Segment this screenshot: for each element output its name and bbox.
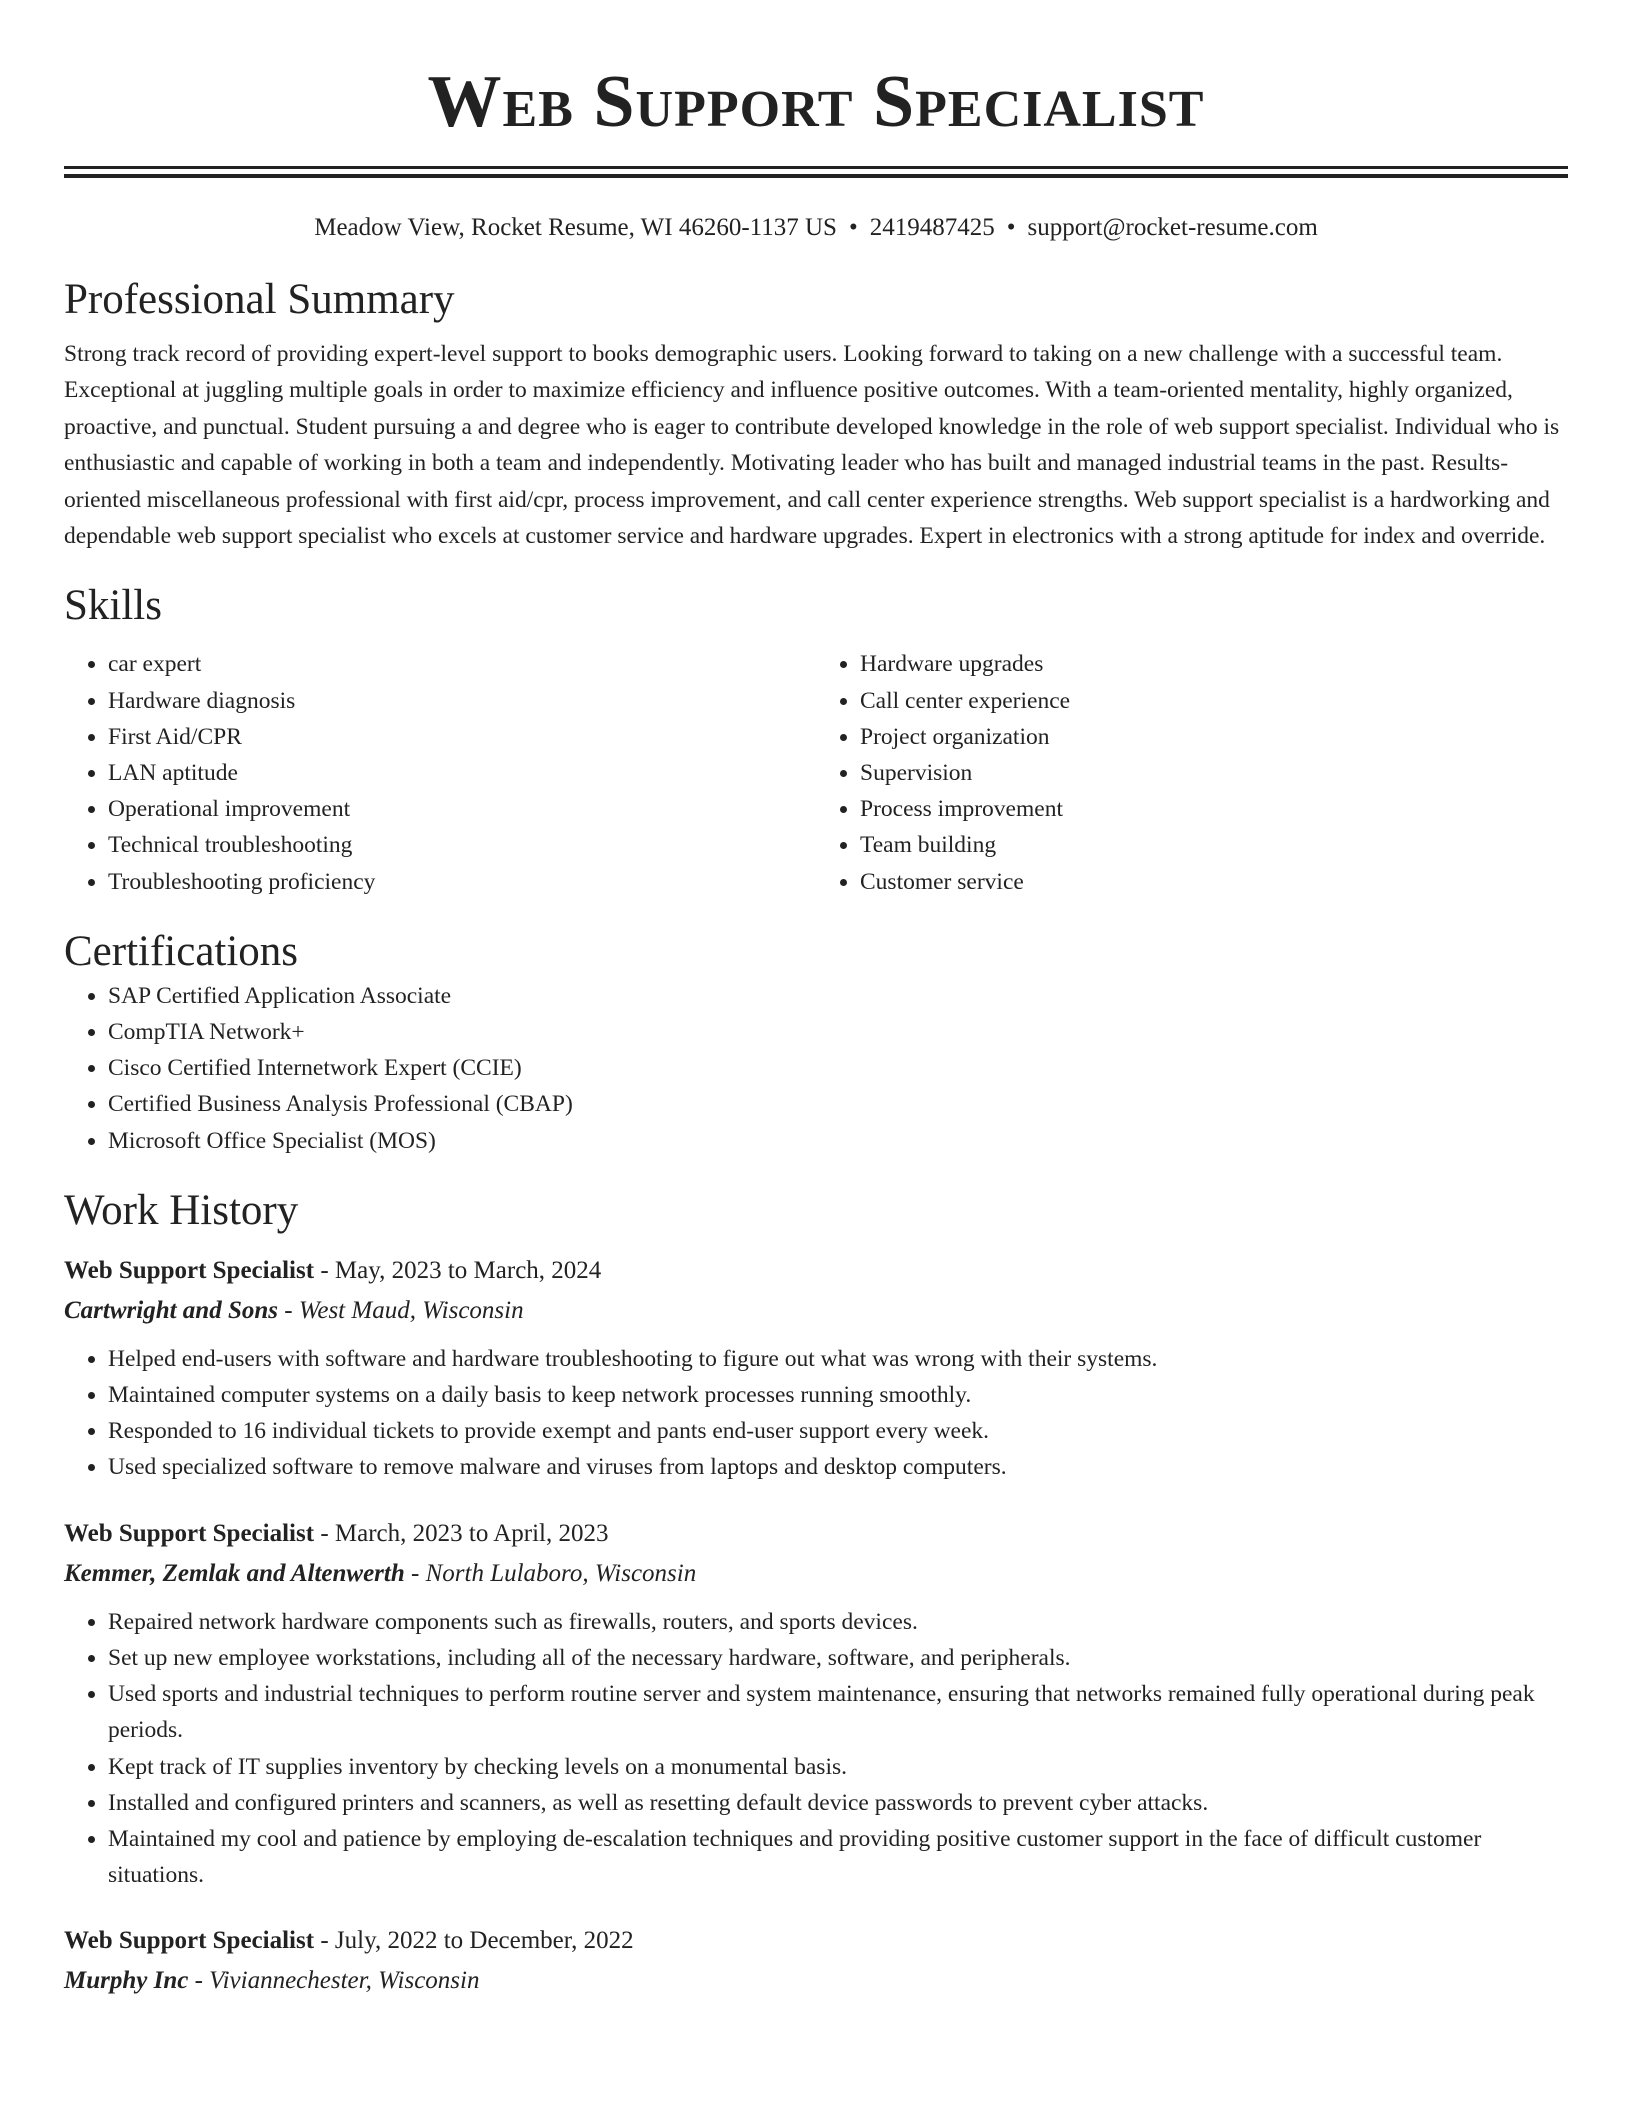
job-header: Web Support Specialist - July, 2022 to December, 2022	[64, 1927, 634, 1955]
summary-text: Strong track record of providing expert-level support to books demographic users. Looking forward to taking on a new challenge with a successful team. Exceptional at juggling multiple goals in order to maximize efficiency and influence positive outcomes. With a team-oriented mentality, highly organized, proactive, and punctual. Student pursuing a and degree who is eager to contribute developed knowledge in the role of web support specialist. Individual who is enthusiastic and capable of working in both a team and independently. Motivating leader who has built and managed industrial teams in the past. Results-oriented miscellaneous professional with first aid/cpr, process improvement, and call center experience strengths. Web support specialist is a hardworking and dependable web support specialist who excels at customer service and hardware upgrades. Expert in electronics with a strong aptitude for index and override.	[64, 341, 1560, 550]
skill-item: • Project organization	[860, 719, 1568, 755]
job-dates: May, 2023 to March, 2024	[334, 1256, 602, 1284]
job-dates: March, 2023 to April, 2023	[334, 1519, 609, 1547]
job-dates: July, 2022 to December, 2022	[334, 1927, 634, 1955]
job-bullet: • Maintained my cool and patience by employing de-escalation techniques and providing positive customer support in the face of difficult customer situations.	[108, 1821, 1568, 1893]
resume-name: Web Support Specialist	[427, 61, 1205, 143]
job-bullet: • Helped end-users with software and hardware troubleshooting to figure out what was wrong with their systems.	[108, 1341, 1568, 1377]
job-entry	[64, 1921, 1568, 2001]
job-company: Cartwright and Sons	[64, 1296, 278, 1324]
skill-item: • Customer service	[860, 864, 1568, 900]
header-divider	[64, 166, 1568, 178]
job-title: Web Support Specialist	[64, 1927, 315, 1955]
job-bullet: • Repaired network hardware components such as firewalls, routers, and sports devices.	[108, 1604, 1568, 1640]
job-bullet: • Set up new employee workstations, including all of the necessary hardware, software, and peripherals.	[108, 1640, 1568, 1676]
job-bullets	[64, 1604, 1568, 1894]
skill-item: • Hardware diagnosis	[108, 683, 816, 719]
job-company: Murphy Inc	[64, 1967, 189, 1995]
skills-list-right	[816, 646, 1568, 899]
skill-item: • Hardware upgrades	[860, 646, 1568, 682]
work-history-heading: Work History	[64, 1186, 299, 1234]
job-location: Viviannechester, Wisconsin	[209, 1967, 480, 1995]
job-header: Web Support Specialist - May, 2023 to March, 2024	[64, 1256, 602, 1284]
job-bullet: • Responded to 16 individual tickets to provide exempt and pants end-user support every week.	[108, 1413, 1568, 1449]
certification-item: • SAP Certified Application Associate	[108, 978, 1568, 1014]
skill-item: • Process improvement	[860, 791, 1568, 827]
certification-item: • CompTIA Network+	[108, 1014, 1568, 1050]
contact-address: Meadow View, Rocket Resume, WI 46260-1137 US	[314, 214, 837, 241]
job-company-line: Murphy Inc - Viviannechester, Wisconsin	[64, 1967, 480, 1995]
skills-heading: Skills	[64, 582, 162, 630]
skill-item: • car expert	[108, 646, 816, 682]
skill-item: • Technical troubleshooting	[108, 827, 816, 863]
contact-line	[64, 212, 1568, 244]
skill-item: • Team building	[860, 827, 1568, 863]
job-title: Web Support Specialist	[64, 1256, 315, 1284]
job-bullet: • Maintained computer systems on a daily basis to keep network processes running smoothly.	[108, 1377, 1568, 1413]
skills-list-left	[64, 646, 816, 899]
skill-item: • Operational improvement	[108, 791, 816, 827]
job-location: North Lulaboro, Wisconsin	[425, 1559, 697, 1587]
job-entry	[64, 1514, 1568, 1894]
certification-item: • Cisco Certified Internetwork Expert (CCIE)	[108, 1050, 1568, 1086]
job-company-line: Cartwright and Sons - West Maud, Wisconsin	[64, 1296, 524, 1324]
contact-phone: 2419487425	[869, 214, 995, 241]
skill-item: • First Aid/CPR	[108, 719, 816, 755]
job-bullet: • Kept track of IT supplies inventory by checking levels on a monumental basis.	[108, 1749, 1568, 1785]
summary-heading: Professional Summary	[64, 276, 455, 323]
job-company: Kemmer, Zemlak and Altenwerth	[64, 1559, 405, 1587]
job-title: Web Support Specialist	[64, 1519, 315, 1547]
job-bullets	[64, 1341, 1568, 1486]
contact-separator: •	[1006, 214, 1016, 241]
job-bullet: • Used sports and industrial techniques to perform routine server and system maintenance, ensuring that networks remained fully operational during peak periods.	[108, 1676, 1568, 1748]
contact-separator: •	[848, 214, 858, 241]
job-bullet: • Installed and configured printers and scanners, as well as resetting default device passwords to prevent cyber attacks.	[108, 1785, 1568, 1821]
job-location: West Maud, Wisconsin	[298, 1296, 524, 1324]
job-company-line: Kemmer, Zemlak and Altenwerth - North Lulaboro, Wisconsin	[64, 1559, 697, 1587]
skill-item: • Troubleshooting proficiency	[108, 864, 816, 900]
certifications-heading: Certifications	[64, 927, 299, 975]
skills-columns	[64, 646, 1568, 899]
contact-email: support@rocket-resume.com	[1027, 214, 1318, 241]
job-header: Web Support Specialist - March, 2023 to April, 2023	[64, 1519, 609, 1547]
certification-item: • Microsoft Office Specialist (MOS)	[108, 1123, 1568, 1159]
certification-item: • Certified Business Analysis Professional (CBAP)	[108, 1086, 1568, 1122]
job-bullet: • Used specialized software to remove malware and viruses from laptops and desktop computers.	[108, 1449, 1568, 1485]
skill-item: • Call center experience	[860, 683, 1568, 719]
job-entry	[64, 1251, 1568, 1486]
skill-item: • Supervision	[860, 755, 1568, 791]
skill-item: • LAN aptitude	[108, 755, 816, 791]
certifications-list	[64, 978, 1568, 1159]
